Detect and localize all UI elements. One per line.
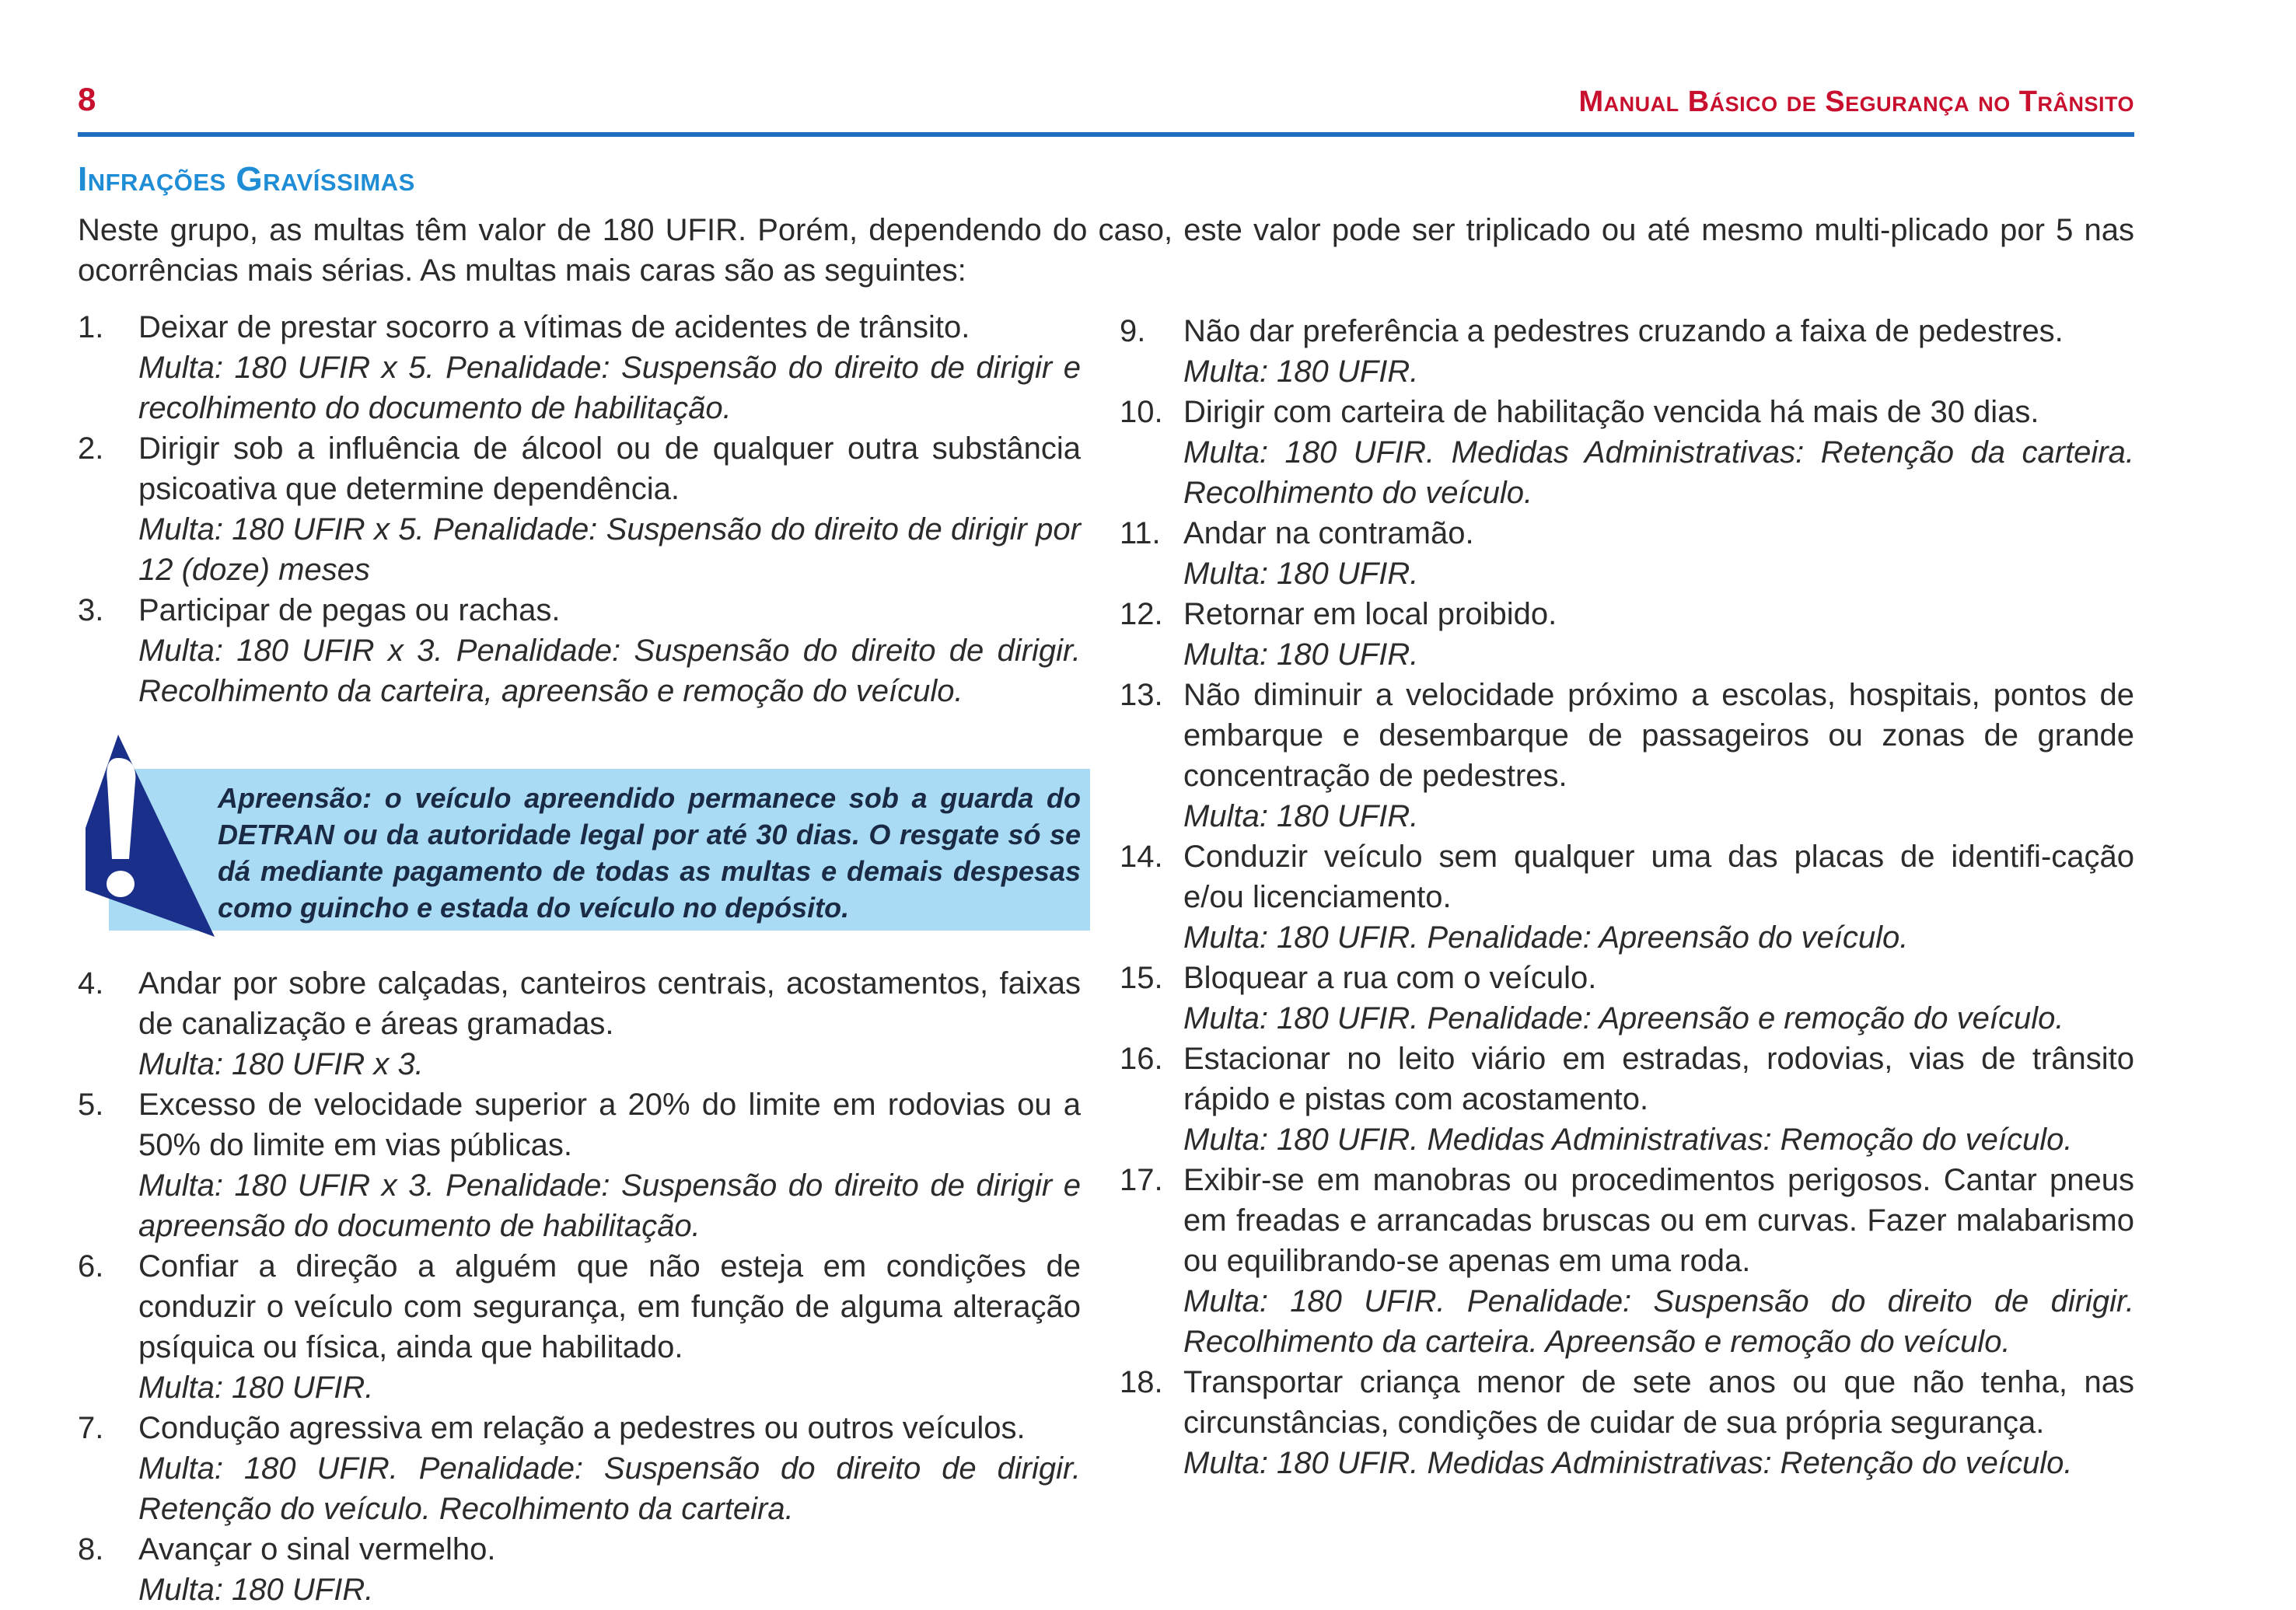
item-text: Retornar em local proibido. xyxy=(1183,597,1557,631)
list-item xyxy=(78,307,1081,428)
item-text: Andar na contramão. xyxy=(1183,516,1474,550)
list-item xyxy=(78,1084,1081,1246)
list-item xyxy=(1120,1362,2134,1483)
item-number: 18. xyxy=(1120,1365,1163,1399)
item-number: 14. xyxy=(1120,840,1163,874)
item-penalty: Multa: 180 UFIR. xyxy=(138,1371,374,1405)
item-penalty: Multa: 180 UFIR. Medidas Administrativas: Retenção da carteira. Recolhimento do veículo. xyxy=(1183,435,2134,510)
item-number: 2. xyxy=(78,431,104,466)
item-number: 12. xyxy=(1120,597,1163,631)
item-text: Estacionar no leito viário em estradas, rodovias, vias de trânsito rápido e pistas com acostamento. xyxy=(1183,1042,2134,1116)
item-number: 7. xyxy=(78,1411,104,1445)
item-text: Conduzir veículo sem qualquer uma das placas de identifi-cação e/ou licenciamento. xyxy=(1183,840,2134,914)
list-item xyxy=(1120,958,2134,1039)
item-penalty: Multa: 180 UFIR. Penalidade: Suspensão do direito de dirigir. Retenção do veículo. Recolhimento da carteira. xyxy=(138,1451,1081,1526)
list-item xyxy=(78,1246,1081,1408)
item-text: Bloquear a rua com o veículo. xyxy=(1183,961,1597,995)
item-number: 9. xyxy=(1120,314,1146,348)
item-text: Condução agressiva em relação a pedestres ou outros veículos. xyxy=(138,1411,1026,1445)
item-penalty: Multa: 180 UFIR. xyxy=(138,1573,374,1607)
list-item xyxy=(1120,1039,2134,1160)
item-number: 17. xyxy=(1120,1163,1163,1197)
item-penalty: Multa: 180 UFIR. xyxy=(1183,354,1419,389)
item-number: 13. xyxy=(1120,678,1163,712)
warning-callout xyxy=(78,741,1081,935)
running-title: Manual Básico de Segurança no Trânsito xyxy=(1578,86,2134,118)
item-text: Andar por sobre calçadas, canteiros centrais, acostamentos, faixas de canalização e áreas gramadas. xyxy=(138,966,1081,1041)
item-number: 10. xyxy=(1120,395,1163,429)
item-text: Participar de pegas ou rachas. xyxy=(138,593,561,627)
section-title: Infrações Gravíssimas xyxy=(78,160,415,198)
item-text: Deixar de prestar socorro a vítimas de acidentes de trânsito. xyxy=(138,310,970,344)
list-item xyxy=(78,590,1081,711)
list-item xyxy=(78,1529,1081,1610)
item-text: Exibir-se em manobras ou procedimentos perigosos. Cantar pneus em freadas e arrancadas bruscas ou em curvas. Fazer malabarismo ou equilibrando-se apenas em uma roda. xyxy=(1183,1163,2134,1278)
item-number: 6. xyxy=(78,1249,104,1283)
header-rule xyxy=(78,132,2134,137)
list-item xyxy=(1120,513,2134,594)
item-number: 8. xyxy=(78,1532,104,1566)
item-penalty: Multa: 180 UFIR. xyxy=(1183,637,1419,672)
exclamation-triangle-icon xyxy=(78,735,218,937)
item-penalty: Multa: 180 UFIR. Medidas Administrativas: Remoção do veículo. xyxy=(1183,1123,2073,1157)
item-penalty: Multa: 180 UFIR. Penalidade: Apreensão do veículo. xyxy=(1183,920,1909,955)
warning-text: Apreensão: o veículo apreendido permanece sob a guarda do DETRAN ou da autoridade legal por até 30 dias. O resgate só se dá mediante pagamento de todas as multas e demais despesas como guincho e estada do veículo no depósito. xyxy=(218,782,1081,924)
item-penalty: Multa: 180 UFIR x 5. Penalidade: Suspensão do direito de dirigir e recolhimento do documento de habilitação. xyxy=(138,351,1081,425)
right-column xyxy=(1120,311,2134,1483)
list-item xyxy=(78,1408,1081,1529)
item-penalty: Multa: 180 UFIR. Penalidade: Suspensão do direito de dirigir. Recolhimento da carteira. Apreensão e remoção do veículo. xyxy=(1183,1284,2134,1359)
list-item xyxy=(78,963,1081,1084)
item-number: 4. xyxy=(78,966,104,1001)
item-text: Dirigir sob a influência de álcool ou de qualquer outra substância psicoativa que determine dependência. xyxy=(138,431,1081,506)
list-item xyxy=(1120,1160,2134,1362)
left-column xyxy=(78,307,1081,1610)
item-number: 1. xyxy=(78,310,104,344)
page-number: 8 xyxy=(78,81,96,117)
item-penalty: Multa: 180 UFIR. xyxy=(1183,799,1419,833)
item-number: 15. xyxy=(1120,961,1163,995)
list-item xyxy=(1120,836,2134,958)
list-item xyxy=(1120,311,2134,392)
list-item xyxy=(1120,594,2134,675)
item-penalty: Multa: 180 UFIR x 3. xyxy=(138,1047,424,1081)
item-penalty: Multa: 180 UFIR. xyxy=(1183,557,1419,591)
item-text: Avançar o sinal vermelho. xyxy=(138,1532,496,1566)
item-number: 16. xyxy=(1120,1042,1163,1076)
intro-paragraph: Neste grupo, as multas têm valor de 180 UFIR. Porém, dependendo do caso, este valor pode ser triplicado ou até mesmo multi-plicado por 5 nas ocorrências mais sérias. As multas mais caras são as seguintes: xyxy=(78,213,2134,288)
item-penalty: Multa: 180 UFIR x 3. Penalidade: Suspensão do direito de dirigir. Recolhimento da carteira, apreensão e remoção do veículo. xyxy=(138,634,1081,708)
item-text: Confiar a direção a alguém que não esteja em condições de conduzir o veículo com segurança, em função de alguma alteração psíquica ou física, ainda que habilitado. xyxy=(138,1249,1081,1364)
list-item xyxy=(1120,392,2134,513)
list-item xyxy=(78,428,1081,590)
list-item xyxy=(1120,675,2134,836)
item-number: 11. xyxy=(1120,516,1161,550)
item-text: Não dar preferência a pedestres cruzando a faixa de pedestres. xyxy=(1183,314,2064,348)
item-number: 5. xyxy=(78,1088,104,1122)
item-text: Não diminuir a velocidade próximo a escolas, hospitais, pontos de embarque e desembarque de passageiros ou zonas de grande concentração de pedestres. xyxy=(1183,678,2134,793)
item-number: 3. xyxy=(78,593,104,627)
item-text: Excesso de velocidade superior a 20% do limite em rodovias ou a 50% do limite em vias públicas. xyxy=(138,1088,1081,1162)
item-penalty: Multa: 180 UFIR. Penalidade: Apreensão e remoção do veículo. xyxy=(1183,1001,2064,1035)
item-text: Dirigir com carteira de habilitação vencida há mais de 30 dias. xyxy=(1183,395,2039,429)
item-penalty: Multa: 180 UFIR x 3. Penalidade: Suspensão do direito de dirigir e apreensão do documento de habilitação. xyxy=(138,1168,1081,1243)
item-text: Transportar criança menor de sete anos ou que não tenha, nas circunstâncias, condições de cuidar de sua própria segurança. xyxy=(1183,1365,2134,1440)
item-penalty: Multa: 180 UFIR x 5. Penalidade: Suspensão do direito de dirigir por 12 (doze) meses xyxy=(138,512,1081,587)
item-penalty: Multa: 180 UFIR. Medidas Administrativas: Retenção do veículo. xyxy=(1183,1446,2073,1480)
